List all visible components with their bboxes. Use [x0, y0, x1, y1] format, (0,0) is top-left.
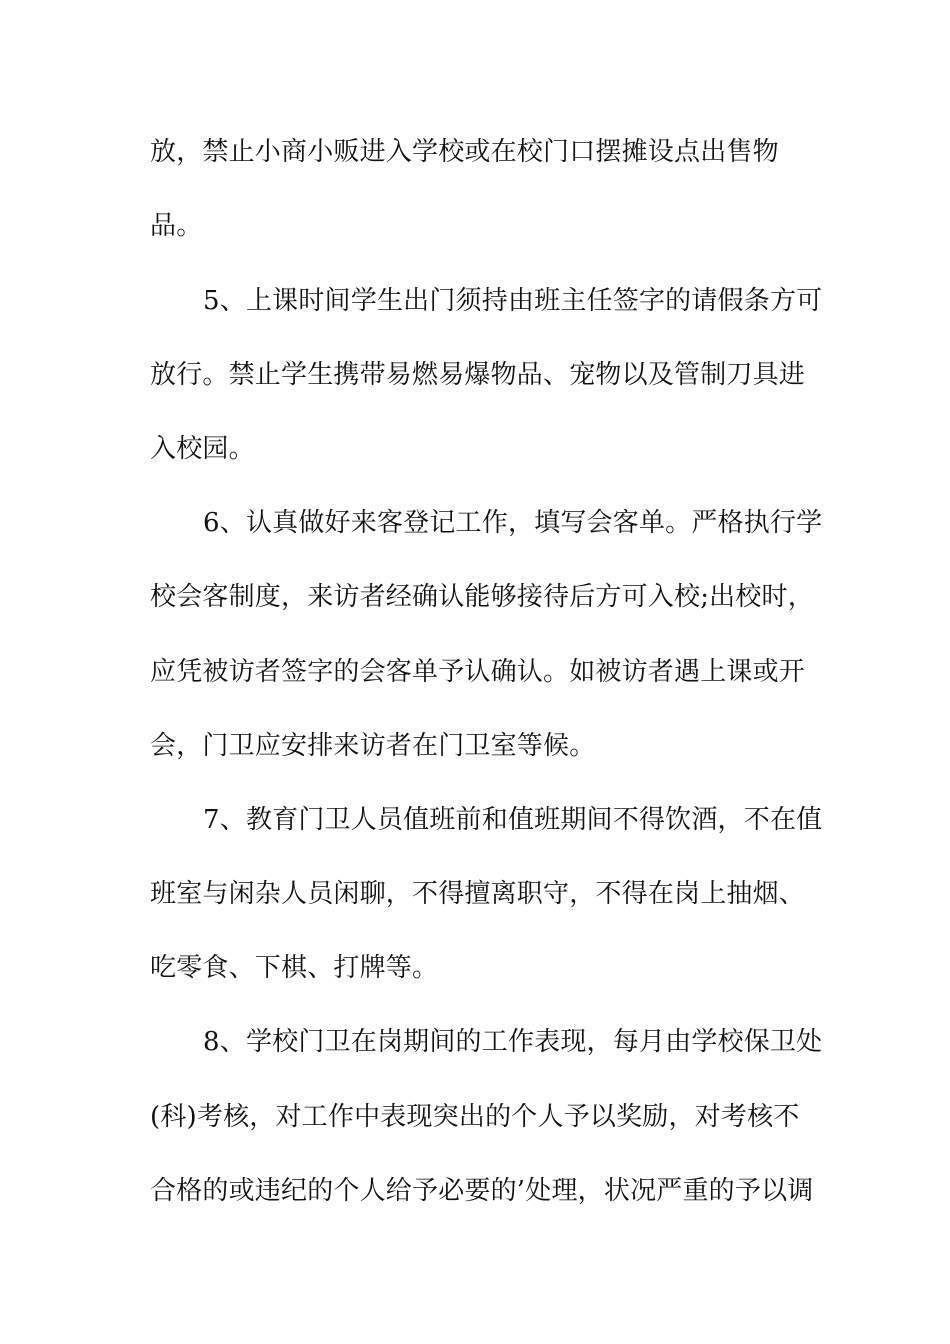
paragraph-7-line-1: 7、教育门卫人员值班前和值班期间不得饮酒，不在值 — [203, 805, 823, 835]
paragraph-7-line-3: 吃零食、下棋、打牌等。 — [150, 953, 439, 983]
paragraph-5-line-2: 放行。禁止学生携带易燃易爆物品、宠物以及管制刀具进 — [150, 360, 806, 390]
text-line-1: 放，禁止小商小贩进入学校或在校门口摆摊设点出售物 — [150, 137, 779, 167]
paragraph-8-line-2: (科)考核，对工作中表现突出的个人予以奖励，对考核不 — [150, 1102, 800, 1132]
paragraph-6-line-2: 校会客制度，来访者经确认能够接待后方可入校;出校时， — [150, 582, 814, 612]
paragraph-6-line-4: 会，门卫应安排来访者在门卫室等候。 — [150, 731, 596, 761]
paragraph-7-line-2: 班室与闲杂人员闲聊，不得擅离职守，不得在岗上抽烟、 — [150, 879, 806, 909]
paragraph-6-line-3: 应凭被访者签字的会客单予认确认。如被访者遇上课或开 — [150, 657, 806, 687]
paragraph-6-line-1: 6、认真做好来客登记工作，填写会客单。严格执行学 — [203, 508, 823, 538]
text-line-2: 品。 — [150, 211, 203, 241]
paragraph-5-line-1: 5、上课时间学生出门须持由班主任签字的请假条方可 — [203, 286, 823, 316]
paragraph-8-line-3: 合格的或违纪的个人给予必要的’处理，状况严重的予以调 — [150, 1176, 814, 1206]
paragraph-5-line-3: 入校园。 — [150, 434, 255, 464]
paragraph-8-line-1: 8、学校门卫在岗期间的工作表现，每月由学校保卫处 — [203, 1027, 823, 1057]
